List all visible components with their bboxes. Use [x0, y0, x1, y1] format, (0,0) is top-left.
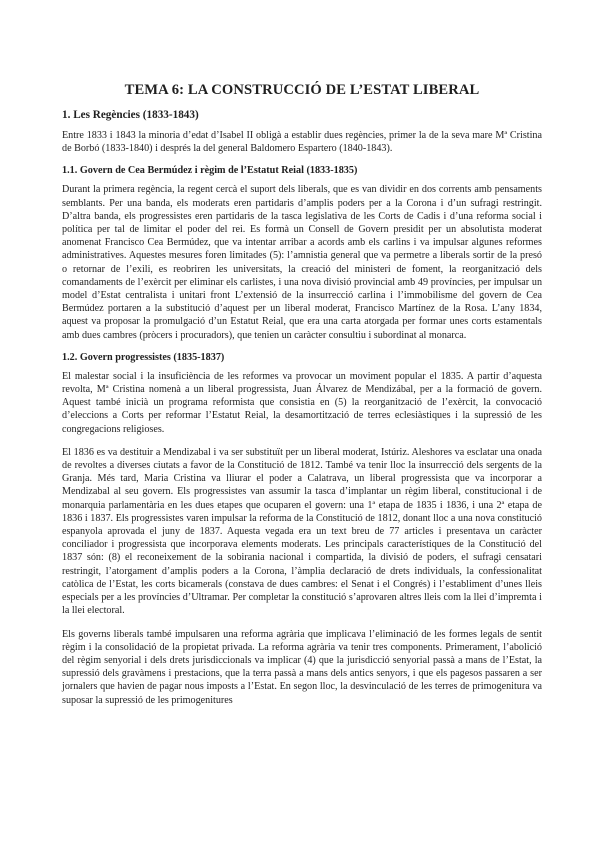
section-govern-progressistes: [62, 352, 542, 707]
subsection-heading: 1.2. Govern progressistes (1835-1837): [62, 351, 225, 363]
paragraph: El malestar social i la insuficiència de les reformes va provocar un moviment popular el 1835. A partir d’aquesta revolta, Mª Cristina nomenà a un liberal progressista, Juan Álvarez de Mendizábal, per a la formació de govern. Aquest també inicià un programa reformista que consistia en (5) la reorganització de l’exèrcit, la convocació d’eleccions a Corts per reformar l’Estatut Reial, la desamortització de terres eclesiàstiques i la supressió de les congregacions religioses.: [62, 370, 542, 435]
section-heading: 1. Les Regències (1833-1843): [62, 109, 199, 121]
paragraph: El 1836 es va destituir a Mendizabal i va ser substituït per un liberal moderat, Istúriz. Aleshores va esclatar una onada de revoltes a diverses ciutats a favor de la Constitució de 1812. També va tenir lloc la insurrecció dels sergents de la Granja. Més tard, Maria Cristina va lliurar el poder a Calatrava, un liberal progressista que va incorporar a Mendizabal al seu govern. Els progressistes van assumir la tasca d’implantar un règim liberal, constitucional i de monarquia parlamentària en les dues etapes que ocuparen el govern: una 1ª etapa de 1835 i 1836, i una 2ª etapa de 1836 i 1837. Els progressistes varen impulsar la reforma de la Constitució de 1812, donant lloc a una nova constitució espanyola aprovada el juny de 1837. Aquesta vegada era un text breu de 77 articles i presentava un caràcter conciliador i progressista que incorporava elements moderats. Les principals característiques de la Constitució del 1837 són: (8) el reconeixement de la sobirania nacional i compartida, la divisió de poders, el sufragi censatari restringit, l’atorgament d’amplis poders a la Corona, l’àmplia declaració de drets individuals, la confessionalitat catòlica de l’Estat, les corts bicamerals (constava de dues cambres: el Senat i el Congrés) i l’establiment d’unes lleis especials per a les províncies d’Ultramar. Per completar la constitució s’aprovaren altres lleis com la llei d’impremta i la llei electoral.: [62, 446, 542, 617]
document-title: TEMA 6: LA CONSTRUCCIÓ DE L’ESTAT LIBERAL: [124, 82, 480, 98]
document-content: [62, 82, 542, 717]
section-cea-bermudez: [62, 165, 542, 341]
section-regencies: [62, 109, 542, 155]
paragraph: Durant la primera regència, la regent cercà el suport dels liberals, que es van dividir en dos corrents amb pensaments semblants. Per una banda, els moderats eren partidaris d’amplis poders per a la Corona i d’un sufragi restringit. D’altra banda, els progressistes eren partidaris de la tasca legislativa de les Corts de Cadis i d’una reforma social i política per tal de limitar el poder del rei. Es formà un Consell de Govern presidit per un absolutista moderat anomenat Francisco Cea Bermúdez, que va intentar arribar a acords amb els carlins i va impulsar algunes reformes administratives. Aquestes mesures foren limitades (5): l’amnistia general que va permetre a liberals sortir de la presó o retornar de l’exili, es reobriren les universitats, la creació del ministeri de foment, la reorganització dels comandaments de l’exèrcit per eliminar els carlistes, i una nova divisió provincial amb 49 províncies, per impulsar un model d’Estat centralista i unitari front L’extensió de la insurrecció carlina i l’immobilisme del govern de Cea Bermúdez portaren a la substitució d’aquest per un liberal moderat, Francisco Martínez de la Rosa. L’any 1834, aquest va proposar la promulgació d’un Estatut Reial, que era una carta atorgada per formar unes corts estamentals amb dues cambres (pròcers i procuradors), que tenien un caràcter consultiu i subordinat al monarca.: [62, 184, 542, 341]
subsection-heading: 1.1. Govern de Cea Bermúdez i règim de l’Estatut Reial (1833-1835): [62, 165, 358, 177]
paragraph: Entre 1833 i 1843 la minoria d’edat d’Isabel II obligà a establir dues regències, primer la de la seva mare Mª Cristina de Borbó (1833-1840) i després la del general Baldomero Espartero (1840-1843).: [62, 130, 542, 155]
paragraph: Els governs liberals també impulsaren una reforma agrària que implicava l’eliminació de les formes legals de sentit règim i la consolidació de la propietat privada. La reforma agrària va tenir tres components. Primerament, l’abolició del règim senyorial i dels drets jurisdiccionals va implicar (4) que la jurisdicció senyorial passà a mans de l’Estat, la supressió dels gravàmens i prestacions, que la terra passà a mans dels antics senyors, i que els pagesos passaren a ser jornalers que havien de pagar nous imposts a l’Estat. En segon lloc, la desvinculació de les terres de primogenitura va suposar la supressió de les primogenitures: [62, 628, 542, 706]
